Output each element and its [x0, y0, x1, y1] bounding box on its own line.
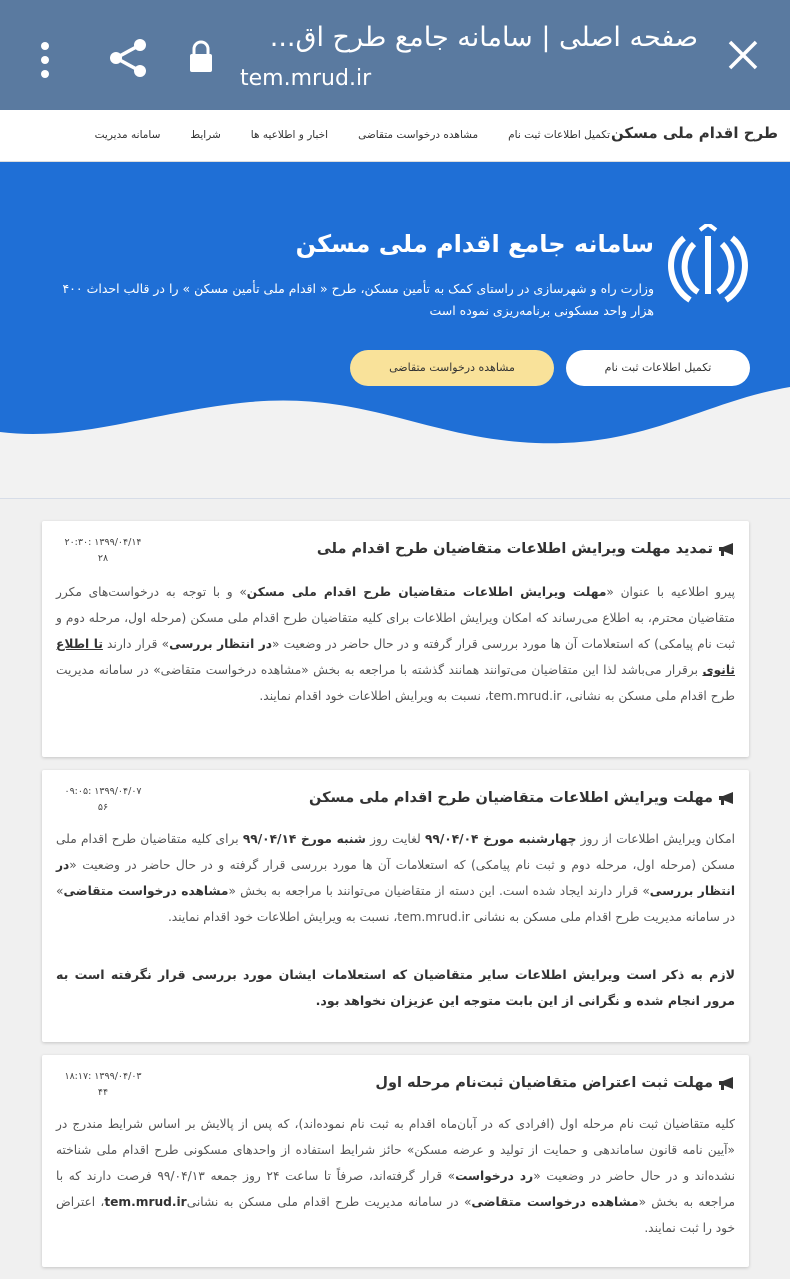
nav-link-management[interactable]: سامانه مدیریت — [94, 129, 161, 141]
news-card — [42, 521, 749, 757]
megaphone-icon — [717, 790, 735, 806]
news-body: پیرو اطلاعیه با عنوان «مهلت ویرایش اطلاعات متقاضیان طرح اقدام ملی مسکن» و با توجه به درخواست‌های مکرر متقاضیان محترم، به اطلاع می‌رساند که امکان ویرایش اطلاعات برای کلیه متقاضیان طرح اقدام ملی مسکن (مرحله اول، مرحله دوم و ثبت نام پیامکی) که استعلامات آن ها مورد بررسی قرار گرفته و در حال حاضر در وضعیت «در انتظار بررسی» قرار دارند تا اطلاع ثانوی برقرار می‌باشد لذا این متقاضیان می‌توانند همانند گذشته با مراجعه به بخش «مشاهده درخواست متقاضی» در سامانه مدیریت طرح اقدام ملی مسکن به نشانی، tem.mrud.ir، نسبت به ویرایش اطلاعات خود اقدام نمایند. — [56, 585, 735, 703]
news-title[interactable] — [317, 541, 735, 557]
hero-section — [0, 162, 790, 498]
hero-description: وزارت راه و شهرسازی در راستای کمک به تأمین مسکن، طرح « اقدام ملی تأمین مسکن » را در قالب احداث ۴۰۰ هزار واحد مسکونی برنامه‌ریزی نموده است — [62, 281, 654, 318]
page-title: صفحه اصلی | سامانه جامع طرح اق... — [269, 22, 698, 53]
news-card — [42, 1055, 749, 1267]
close-icon[interactable] — [724, 36, 762, 74]
news-note: لازم به ذکر است ویرایش اطلاعات سایر متقاضیان که استعلامات ایشان مورد بررسی قرار نگرفته است به مرور انجام شده و نگرانی از این بابت متوجه این عزیزان نخواهد بود. — [56, 967, 735, 1008]
nav-link-conditions[interactable]: شرایط — [190, 129, 221, 141]
news-title[interactable] — [375, 1075, 735, 1091]
lock-icon — [186, 40, 216, 74]
news-date: ۲۰:۳۰: ۱۳۹۹/۰۴/۱۴ ۲۸ — [64, 537, 142, 564]
nav-link-news[interactable]: اخبار و اطلاعیه ها — [250, 129, 329, 141]
browser-toolbar — [0, 0, 790, 110]
megaphone-icon — [717, 1075, 735, 1091]
complete-registration-button[interactable]: تکمیل اطلاعات ثبت نام — [566, 350, 750, 386]
menu-dots-icon[interactable] — [34, 40, 56, 80]
view-request-button[interactable]: مشاهده درخواست متقاضی — [350, 350, 554, 386]
news-title-text: تمدید مهلت ویرایش اطلاعات متقاضیان طرح اقدام ملی — [316, 541, 713, 557]
news-date: ۰۹:۰۵: ۱۳۹۹/۰۴/۰۷ ۵۶ — [64, 786, 142, 813]
news-body: امکان ویرایش اطلاعات از روز چهارشنبه مورخ ۹۹/۰۴/۰۴ لغایت روز شنبه مورخ ۹۹/۰۴/۱۴ برای کلیه متقاضیان طرح اقدام ملی مسکن (مرحله اول، مرحله دوم و ثبت نام پیامکی) که استعلامات آن ها مورد بررسی قرار گرفته و در حال حاضر در وضعیت «در انتظار بررسی» قرار دارند ایجاد شده است. این دسته از متقاضیان می‌توانند با مراجعه به بخش «مشاهده درخواست متقاضی» در سامانه مدیریت طرح اقدام ملی مسکن به نشانی tem.mrud.ir، نسبت به ویرایش اطلاعات خود اقدام نمایند. — [56, 832, 736, 924]
news-title-text: مهلت ویرایش اطلاعات متقاضیان طرح اقدام ملی مسکن — [309, 790, 713, 806]
url-text[interactable]: tem.mrud.ir — [240, 66, 372, 91]
hero-title: سامانه جامع اقدام ملی مسکن — [295, 230, 654, 258]
share-icon[interactable] — [106, 36, 150, 80]
nav-links — [65, 129, 610, 141]
news-title[interactable] — [309, 790, 735, 806]
site-navbar — [0, 110, 790, 162]
nav-brand[interactable]: طرح اقدام ملی مسکن — [610, 124, 778, 142]
hero-wave-background — [0, 162, 790, 498]
news-body: کلیه متقاضیان ثبت نام مرحله اول (افرادی که در آبان‌ماه اقدام به ثبت نام نموده‌اند)، که پس از پالایش بر اساس شرایط مندرج در «آیین نامه قانون ساماندهی و حمایت از تولید و عرضه مسکن» حائز شرایط استفاده از واحدهای مسکونی طرح اقدام ملی شناخته نشده‌اند و در حال حاضر در وضعیت «رد درخواست» قرار گرفته‌اند، صرفاً تا ساعت ۲۴ روز جمعه ۹۹/۰۴/۱۳ فرصت دارند که با مراجعه به بخش «مشاهده درخواست متقاضی» در سامانه مدیریت طرح اقدام ملی مسکن به نشانیtem.mrud.ir، اعتراض خود را ثبت نمایند. — [56, 1117, 736, 1235]
news-title-text: مهلت ثبت اعتراض متقاضیان ثبت‌نام مرحله اول — [375, 1075, 713, 1091]
news-card — [42, 770, 749, 1042]
megaphone-icon — [717, 541, 735, 557]
divider — [0, 498, 790, 499]
nav-link-view-request[interactable]: مشاهده درخواست متقاضی — [358, 129, 479, 141]
iran-emblem-icon — [664, 224, 752, 308]
news-date: ۱۸:۱۷: ۱۳۹۹/۰۴/۰۳ ۴۴ — [64, 1071, 142, 1098]
nav-link-register[interactable]: تکمیل اطلاعات ثبت نام — [508, 129, 610, 141]
